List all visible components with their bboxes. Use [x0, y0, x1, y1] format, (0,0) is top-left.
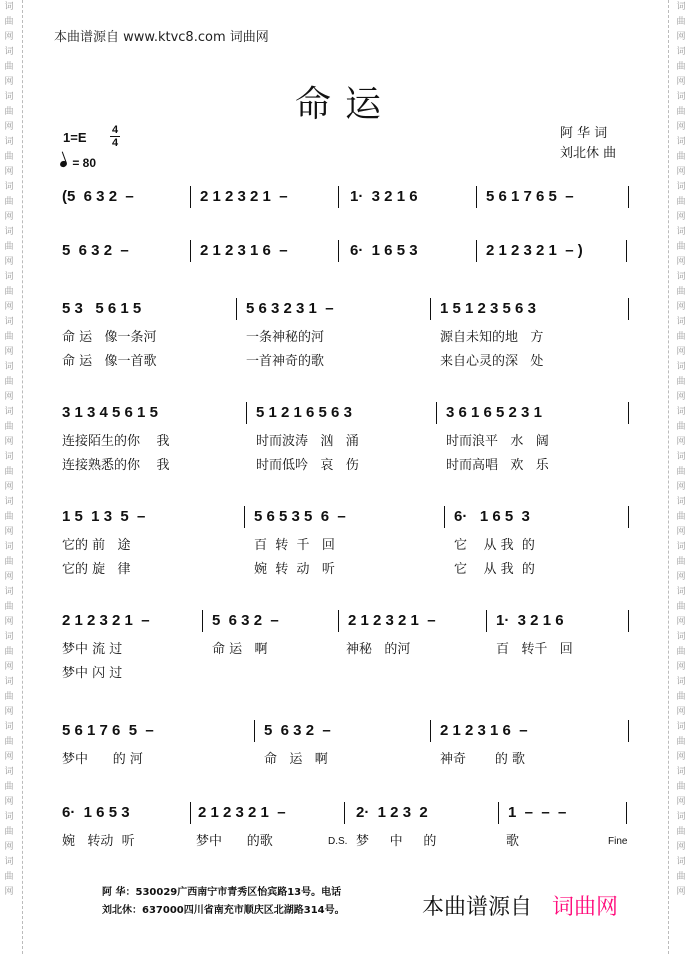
bar-line — [628, 720, 629, 742]
bar-line — [244, 506, 245, 528]
lyric-segment: 命 运 啊 — [264, 752, 328, 767]
key-signature: 1=E — [63, 130, 87, 145]
bar-line — [476, 186, 477, 208]
bar-line — [190, 186, 191, 208]
lyric-segment: 梦中 的 河 — [62, 752, 143, 767]
bar-line — [190, 240, 191, 262]
lyric-segment: 时而高唱 欢 乐 — [446, 458, 549, 473]
bar-line — [498, 802, 499, 824]
bar-line — [628, 506, 629, 528]
bar-line — [338, 610, 339, 632]
bar-line — [476, 240, 477, 262]
lyric-segment: 梦中 流 过 — [62, 642, 123, 657]
measure: 5 1 2 1 6 5 6 3 — [256, 404, 352, 421]
note-line — [0, 240, 690, 264]
measure: 3 1 3 4 5 6 1 5 — [62, 404, 158, 421]
lyric-line — [0, 662, 690, 682]
lyric-line — [0, 638, 690, 658]
credits — [560, 124, 616, 164]
bar-line — [338, 240, 339, 262]
measure: 5 6 1 7 6 5 – — [486, 188, 574, 205]
bar-line — [430, 720, 431, 742]
contact-line-1: 阿 华：530029广西南宁市青秀区怡宾路13号。电话 — [102, 887, 342, 898]
bar-line — [190, 802, 191, 824]
bar-line — [246, 402, 247, 424]
footer-brand — [422, 890, 618, 921]
measure: 1 – – – — [508, 804, 567, 821]
measure: 1 5 1 3 5 – — [62, 508, 146, 525]
lyric-segment: 梦 中 的 — [356, 834, 437, 849]
lyric-segment: 源自未知的地 方 — [440, 330, 544, 345]
measure: 2 1 2 3 2 1 – — [348, 612, 436, 629]
tempo-mark — [60, 156, 96, 170]
lyric-line — [0, 326, 690, 346]
lyric-segment: 连接熟悉的你 我 — [62, 458, 170, 473]
measure: 5 6 5 3 5 6 – — [254, 508, 346, 525]
bar-line — [486, 610, 487, 632]
measure: 1 5 1 2 3 5 6 3 — [440, 300, 536, 317]
lyric-segment: 命 运 像一首歌 — [62, 354, 157, 369]
lyric-segment: 时而低吟 哀 伤 — [256, 458, 359, 473]
lyric-segment: 它 从 我 的 — [454, 538, 535, 553]
measure: 2 1 2 3 2 1 – — [200, 188, 288, 205]
lyric-line — [0, 350, 690, 370]
measure: 2· 1 2 3 2 — [356, 804, 428, 821]
lyric-segment: 连接陌生的你 我 — [62, 434, 170, 449]
lyric-segment: 它的 前 途 — [62, 538, 131, 553]
lyric-segment: 百 转 千 回 — [254, 538, 335, 553]
measure: 2 1 2 3 1 6 – — [440, 722, 528, 739]
contact-line-2: 刘北休：637000四川省南充市顺庆区北湖路314号。 — [102, 905, 345, 916]
measure: 3 6 1 6 5 2 3 1 — [446, 404, 542, 421]
time-signature-top: 4 — [111, 124, 119, 136]
lyric-line — [0, 454, 690, 474]
song-title: 命运 — [294, 84, 395, 125]
note-line — [0, 186, 690, 210]
lyric-segment: 梦中 闪 过 — [62, 666, 123, 681]
left-margin-watermark: 词 曲 网 词 曲 网 词 曲 网 词 曲 网 词 曲 网 词 曲 网 词 曲 网 词 曲 网 词 曲 网 词 曲 网 词 曲 网 词 曲 网 词 曲 网 词 曲 网 词 曲 网 词 曲 网 词 曲 网 词 曲 网 词 曲 网 词 曲 网 — [4, 2, 14, 897]
bar-line — [444, 506, 445, 528]
measure: 5 6 3 2 – — [264, 722, 331, 739]
bar-line — [628, 402, 629, 424]
bar-line — [254, 720, 255, 742]
ds-marker: D.S. — [328, 836, 348, 847]
note-line — [0, 610, 690, 634]
lyric-segment: 百 转千 回 — [496, 642, 573, 657]
note-line — [0, 402, 690, 426]
lyric-segment: 婉 转 动 听 — [254, 562, 335, 577]
fine-marker: Fine — [608, 836, 628, 847]
measure: 6· 1 6 5 3 — [350, 242, 418, 259]
lyric-segment: 神奇 的 歌 — [440, 752, 526, 767]
quarter-note-icon — [59, 160, 68, 168]
measure: 2 1 2 3 2 1 – — [198, 804, 286, 821]
site-header: 本曲谱源自 www.ktvc8.com 词曲网 — [54, 30, 269, 45]
bar-line — [236, 298, 237, 320]
measure: 1· 3 2 1 6 — [350, 188, 418, 205]
measure: 6· 1 6 5 3 — [454, 508, 530, 525]
bar-line — [626, 240, 627, 262]
bar-line — [626, 802, 627, 824]
right-margin-watermark: 词 曲 网 词 曲 网 词 曲 网 词 曲 网 词 曲 网 词 曲 网 词 曲 网 词 曲 网 词 曲 网 词 曲 网 词 曲 网 词 曲 网 词 曲 网 词 曲 网 词 曲 网 词 曲 网 词 曲 网 词 曲 网 词 曲 网 词 曲 网 — [676, 2, 686, 897]
bar-line — [430, 298, 431, 320]
composer-credit: 刘北休 曲 — [560, 146, 617, 161]
lyric-segment: 一条神秘的河 — [246, 330, 325, 345]
time-signature — [110, 124, 120, 149]
lyric-segment: 梦中 的歌 — [196, 834, 273, 849]
bar-line — [628, 186, 629, 208]
measure: 5 6 3 2 3 1 – — [246, 300, 334, 317]
lyric-segment: 歌 — [506, 834, 520, 849]
measure: 5 6 3 2 – — [212, 612, 279, 629]
bar-line — [202, 610, 203, 632]
lyric-segment: 婉 转动 听 — [62, 834, 135, 849]
measure: 2 1 2 3 2 1 – — [62, 612, 150, 629]
bar-line — [436, 402, 437, 424]
note-line — [0, 298, 690, 322]
lyric-line — [0, 430, 690, 450]
lyric-segment: 一首神奇的歌 — [246, 354, 325, 369]
note-line — [0, 506, 690, 530]
lyric-segment: 神秘 的河 — [346, 642, 411, 657]
lyric-line — [0, 748, 690, 768]
lyric-segment: 时而波涛 汹 涌 — [256, 434, 359, 449]
bar-line — [344, 802, 345, 824]
note-line — [0, 802, 690, 826]
lyricist-credit: 阿 华 词 — [560, 126, 608, 141]
bar-line — [628, 610, 629, 632]
footer-brand-accent: 词曲网 — [552, 895, 619, 920]
measure: 5 3 5 6 1 5 — [62, 300, 142, 317]
tempo-value: = 80 — [72, 156, 97, 170]
lyric-segment: 命 运 像一条河 — [62, 330, 157, 345]
measure: 6· 1 6 5 3 — [62, 804, 130, 821]
bar-line — [628, 298, 629, 320]
footer-brand-text: 本曲谱源自 — [422, 895, 533, 920]
lyric-line — [0, 534, 690, 554]
lyric-segment: 它的 旋 律 — [62, 562, 131, 577]
measure: 2 1 2 3 1 6 – — [200, 242, 288, 259]
measure: (5 6 3 2 – — [62, 188, 134, 205]
time-signature-bottom: 4 — [111, 137, 119, 149]
lyric-segment: 它 从 我 的 — [454, 562, 535, 577]
measure: 5 6 1 7 6 5 – — [62, 722, 154, 739]
measure: 5 6 3 2 – — [62, 242, 129, 259]
lyric-line — [0, 558, 690, 578]
lyric-segment: 命 运 啊 — [212, 642, 268, 657]
note-line — [0, 720, 690, 744]
lyric-segment: 来自心灵的深 处 — [440, 354, 544, 369]
measure: 2 1 2 3 2 1 – ) — [486, 242, 583, 259]
bar-line — [338, 186, 339, 208]
footer-contacts — [102, 884, 345, 920]
measure: 1· 3 2 1 6 — [496, 612, 564, 629]
lyric-segment: 时而浪平 水 阔 — [446, 434, 549, 449]
